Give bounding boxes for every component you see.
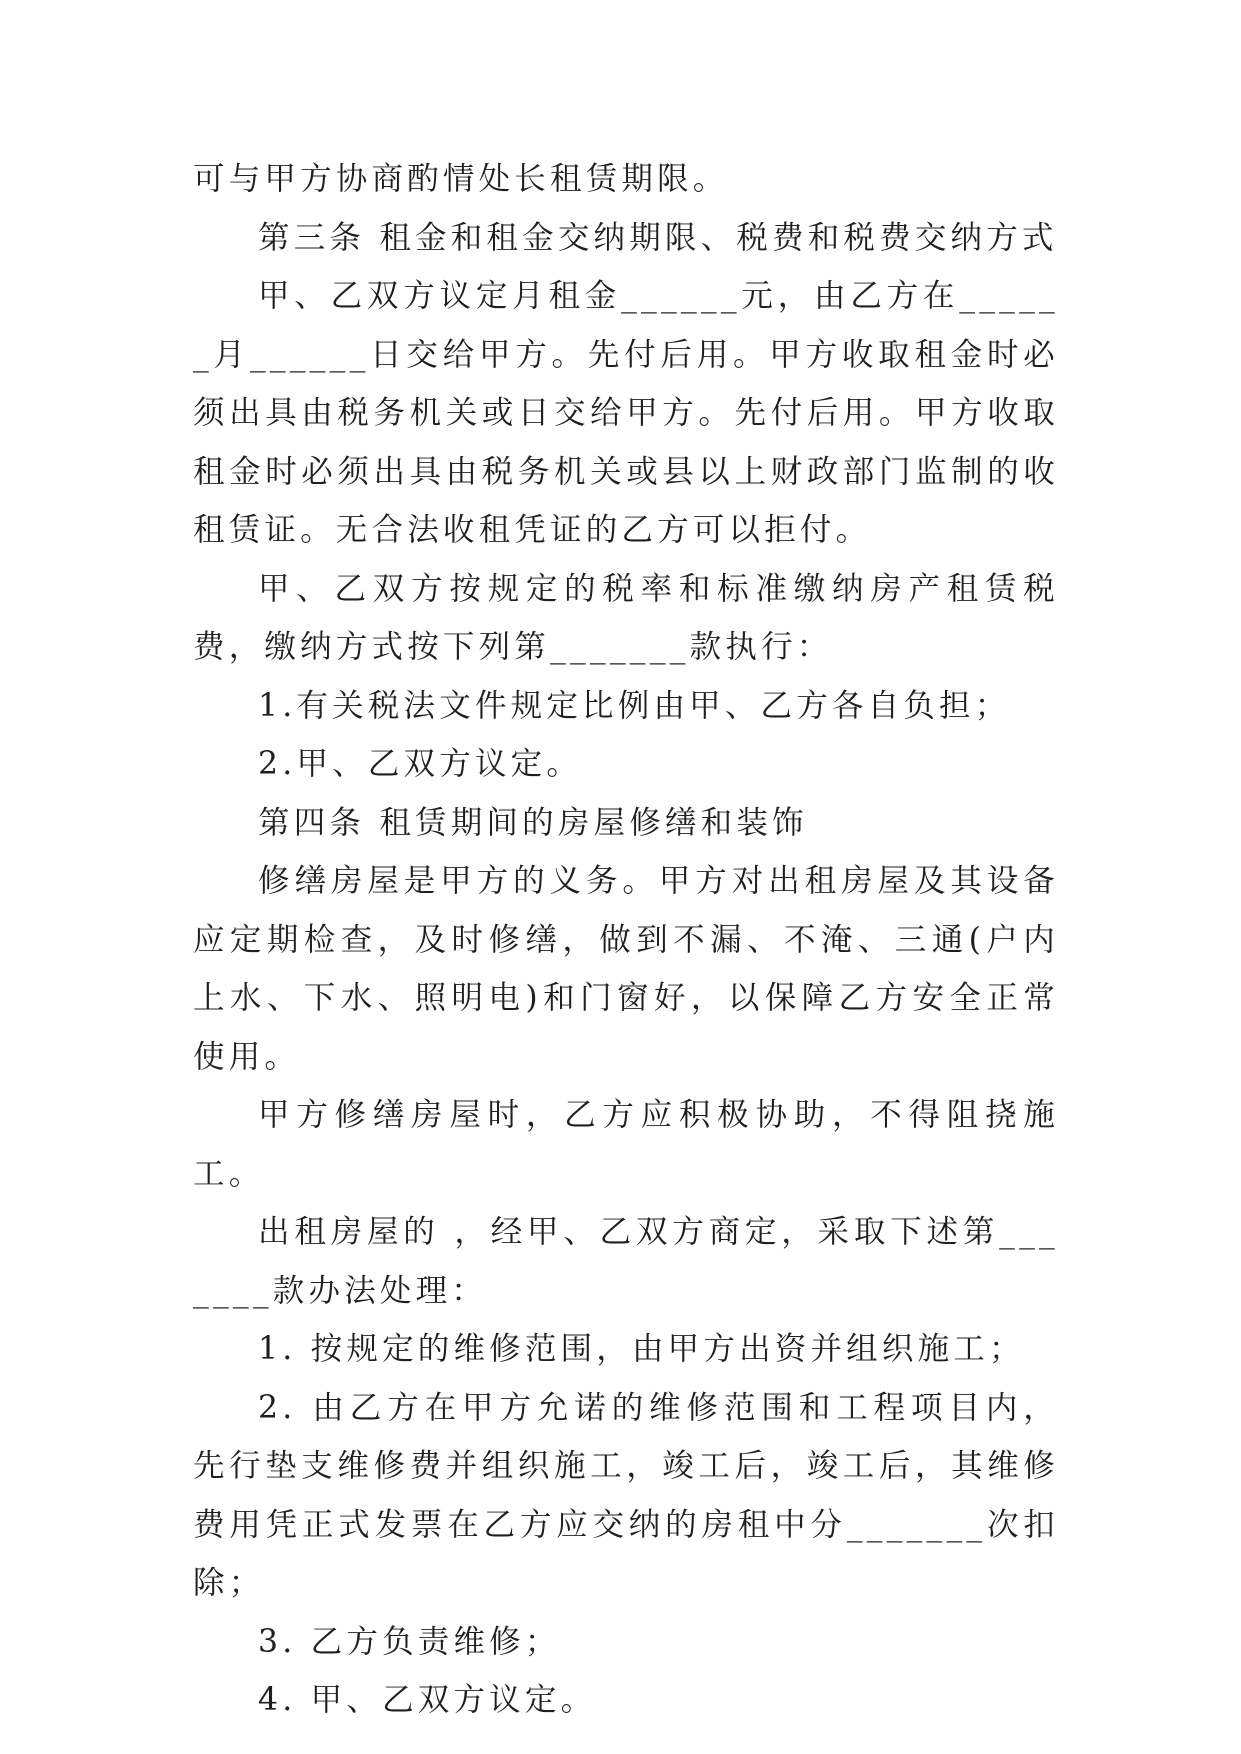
- tax-option-2: 2.甲、乙双方议定。: [258, 746, 583, 782]
- repair-option-1: 1. 按规定的维修范围，由甲方出资并组织施工；: [258, 1331, 1025, 1367]
- paragraph-tax-payment: 甲、乙双方按规定的税率和标准缴纳房产租赁税费，缴纳方式按下列第_______款执行：: [193, 570, 1059, 665]
- document-page: [193, 150, 1059, 1730]
- article-4-heading: 第四条 租赁期间的房屋修缮和装饰: [258, 804, 808, 841]
- repair-option-2: 2. 由乙方在甲方允诺的维修范围和工程项目内，先行垫支维修费并组织施工，竣工后，竣工后，其维修费用凭正式发票在乙方应交纳的房租中分_______次扣除；: [193, 1389, 1059, 1601]
- paragraph-1: 可与甲方协商酌情处长租赁期限。: [193, 161, 729, 197]
- paragraph-rent-payment: 甲、乙双方议定月租金______元，由乙方在______月______日交给甲方。先付后用。甲方收取租金时必须出具由税务机关或日交给甲方。先付后用。甲方收取租金时必须出具由税务机关或县以上财政部门监制的收租赁证。无合法收租凭证的乙方可以拒付。: [193, 278, 1059, 548]
- paragraph-repair-method: 出租房屋的 ，经甲、乙双方商定，采取下述第_______款办法处理：: [193, 1214, 1059, 1309]
- paragraph-repair-duty: 修缮房屋是甲方的义务。甲方对出租房屋及其设备应定期检查，及时修缮，做到不漏、不淹、三通(户内上水、下水、照明电)和门窗好，以保障乙方安全正常使用。: [193, 863, 1059, 1075]
- paragraph-repair-cooperation: 甲方修缮房屋时，乙方应积极协助，不得阻挠施工。: [193, 1097, 1059, 1192]
- article-3-heading: 第三条 租金和租金交纳期限、税费和税费交纳方式: [258, 219, 1058, 256]
- tax-option-1: 1.有关税法文件规定比例由甲、乙方各自负担；: [258, 687, 1011, 724]
- repair-option-3: 3. 乙方负责维修；: [258, 1623, 561, 1660]
- repair-option-4: 4. 甲、乙双方议定。: [258, 1682, 597, 1718]
